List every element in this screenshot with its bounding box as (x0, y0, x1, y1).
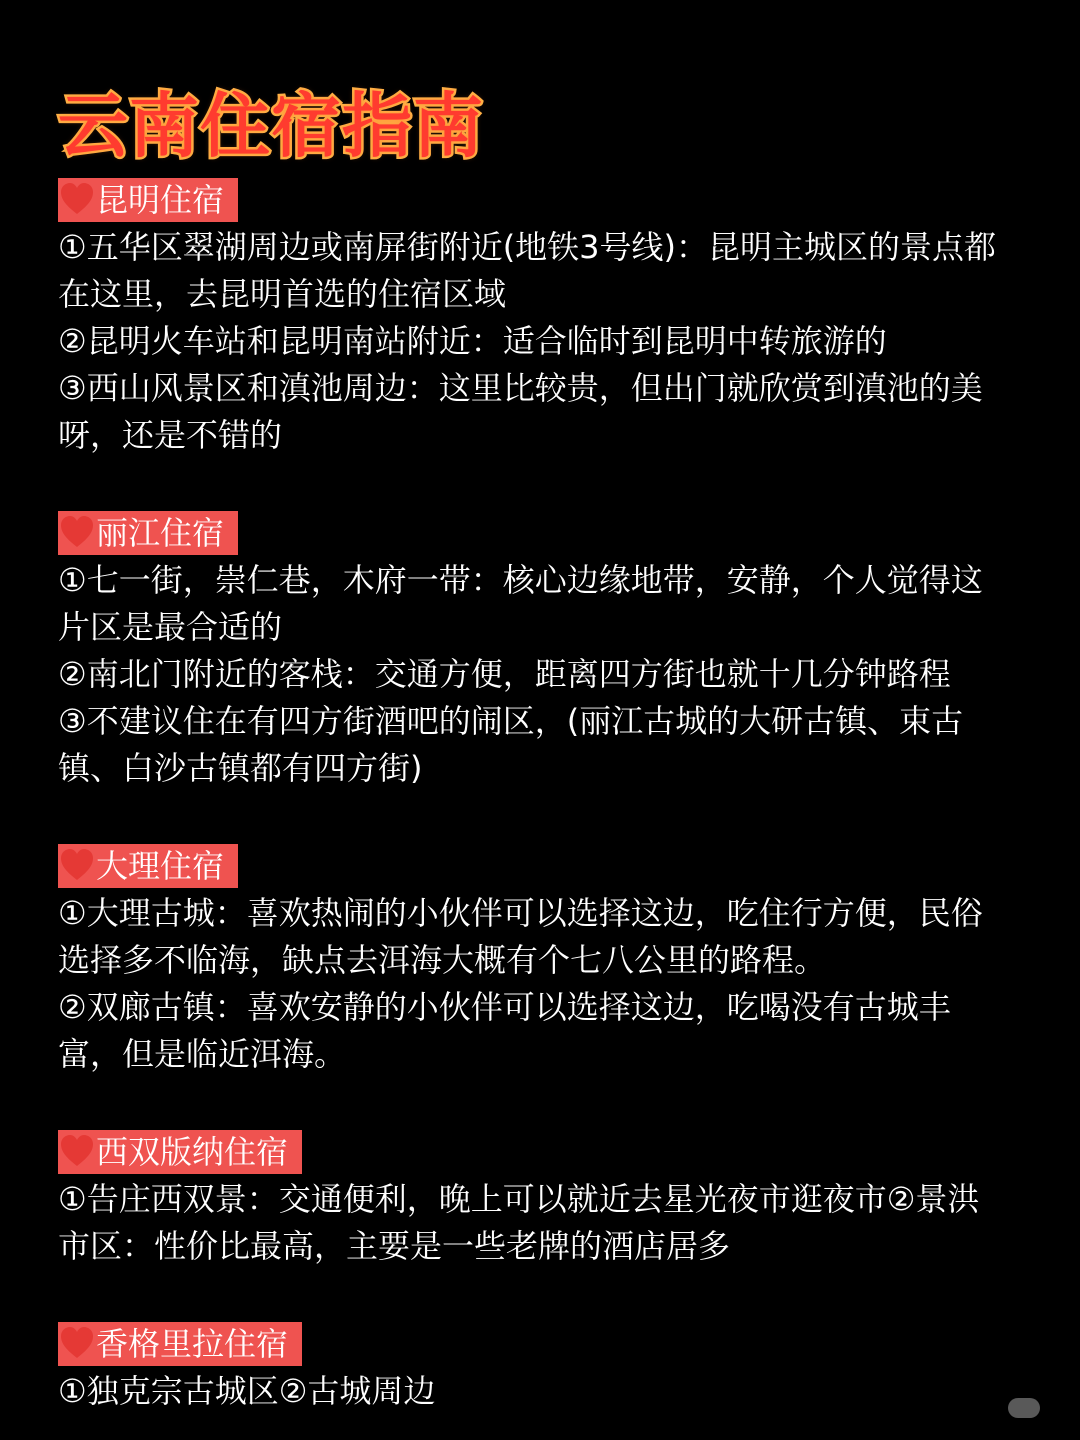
section-heading (58, 844, 238, 888)
section-heading-label: 昆明住宿 (96, 181, 225, 219)
watermark-logo (1008, 1398, 1040, 1418)
list-item: ③不建议住在有四方街酒吧的闹区，(丽江古城的大研古镇、束古镇、白沙古镇都有四方街) (58, 702, 964, 787)
list-item: ①大理古城：喜欢热闹的小伙伴可以选择这边，吃住行方便，民俗选择多不临海，缺点去洱海大概有个七八公里的路程。 (58, 894, 983, 979)
heart-icon (60, 1324, 94, 1364)
section-heading (58, 1130, 302, 1174)
section-lijiang (58, 511, 1022, 792)
heart-icon (60, 180, 94, 220)
section-heading (58, 1322, 302, 1366)
section-dali (58, 844, 1022, 1078)
list-item: ①独克宗古城区②古城周边 (58, 1372, 436, 1410)
section-heading (58, 511, 238, 555)
list-item: ①五华区翠湖周边或南屏街附近(地铁3号线)：昆明主城区的景点都在这里，去昆明首选的住宿区域 (58, 228, 997, 313)
section-heading-label: 香格里拉住宿 (96, 1325, 289, 1363)
section-xishuangbanna (58, 1130, 1022, 1270)
section-heading-label: 大理住宿 (96, 847, 225, 885)
section-heading (58, 178, 238, 222)
page-title: 云南住宿指南 (58, 85, 484, 167)
section-heading-label: 西双版纳住宿 (96, 1133, 289, 1171)
list-item: ①告庄西双景：交通便利，晚上可以就近去星光夜市逛夜市②景洪市区：性价比最高，主要是一些老牌的酒店居多 (58, 1180, 980, 1265)
heart-icon (60, 513, 94, 553)
section-kunming (58, 178, 1022, 459)
section-heading-label: 丽江住宿 (96, 514, 225, 552)
list-item: ②南北门附近的客栈：交通方便，距离四方街也就十几分钟路程 (58, 655, 951, 693)
heart-icon (60, 846, 94, 886)
list-item: ②昆明火车站和昆明南站附近：适合临时到昆明中转旅游的 (58, 322, 887, 360)
heart-icon (60, 1132, 94, 1172)
list-item: ①七一街，崇仁巷，木府一带：核心边缘地带，安静，个人觉得这片区是最合适的 (58, 561, 983, 646)
list-item: ②双廊古镇：喜欢安静的小伙伴可以选择这边，吃喝没有古城丰富，但是临近洱海。 (58, 988, 951, 1073)
section-shangri-la (58, 1322, 1022, 1415)
list-item: ③西山风景区和滇池周边：这里比较贵，但出门就欣赏到滇池的美呀，还是不错的 (58, 369, 983, 454)
